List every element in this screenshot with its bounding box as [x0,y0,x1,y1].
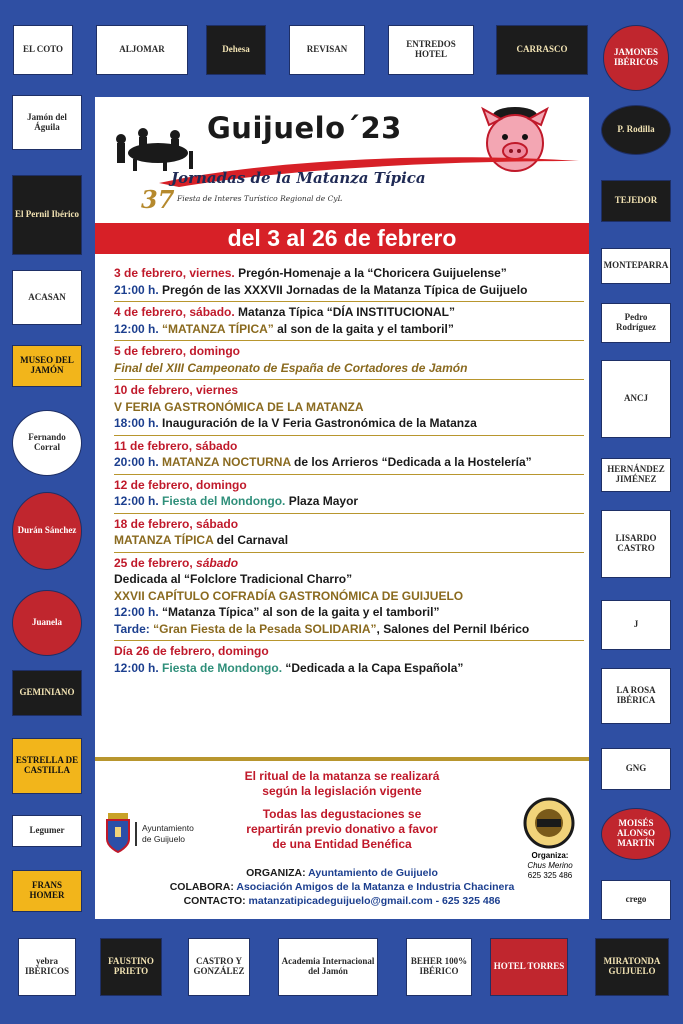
sponsor-logo: GNG [601,748,671,790]
notice-line: Todas las degustaciones se [262,807,422,821]
cofradia-seal-icon [523,797,575,849]
notice-donation [205,807,479,852]
agenda-line [114,454,584,471]
ayuntamiento-line: de Guijuelo [142,834,186,844]
footer-divider [95,757,589,761]
organiza-label: Organiza: [531,851,569,860]
agenda-segment: XXVII CAPÍTULO COFRADÍA GASTRONÓMICA DE GUIJUELO [114,588,464,603]
agenda-segment: Plaza Mayor [288,494,359,508]
sponsor-logo: Fernando Corral [12,410,82,476]
agenda-segment: sábado [196,555,239,570]
colabora-label: COLABORA: [169,881,237,893]
agenda-day [114,382,584,436]
sponsor-logo: Legumer [12,815,82,847]
sponsor-logo: ACASAN [12,270,82,325]
sponsor-logo: ANCJ [601,360,671,438]
sponsor-logo: REVISAN [289,25,365,75]
sponsor-logo: FAUSTINO PRIETO [100,938,162,996]
agenda-segment: 11 de febrero, sábado [114,438,238,453]
agenda-segment: Inauguración de la V Feria Gastronómica de la Matanza [162,416,477,430]
agenda-segment: Fiesta del Mondongo. [162,494,289,508]
agenda-line [114,643,584,660]
organiza-line [95,867,589,879]
agenda-segment: Pregón-Homenaje a la “Choricera Guijuelense” [238,266,507,280]
agenda-segment: 20:00 h. [114,455,163,469]
agenda-segment: Tarde: [114,621,154,636]
agenda-segment: 18:00 h. [114,416,163,430]
agenda-segment: “MATANZA TÍPICA” [162,321,274,336]
sponsor-logo: P. Rodilla [601,105,671,155]
agenda-segment: 21:00 h. [114,282,163,297]
agenda-day [114,304,584,341]
agenda-day [114,477,584,514]
sponsor-logo: MIRATONDA GUIJUELO [595,938,669,996]
agenda-line [114,555,584,572]
agenda-line [114,415,584,432]
agenda-segment: Pregón de las XXXVII Jornadas de la Matanza Típica de Guijuelo [162,282,528,297]
agenda-segment: Fiesta de Mondongo. [162,660,286,675]
colabora-line [95,881,589,893]
poster-subtitle: Jornadas de la Matanza Típica [171,169,426,187]
agenda-segment: Final del XIII Campeonato de España de Cortadores de Jamón [114,360,468,375]
agenda-list [114,265,584,681]
poster-subtitle-secondary: Fiesta de Interes Turístico Regional de CyL [177,194,343,203]
agenda-segment: Matanza Típica “DÍA INSTITUCIONAL” [238,305,455,319]
sponsor-logo: ALJOMAR [96,25,188,75]
agenda-line [114,532,584,549]
agenda-segment: 12 de febrero, domingo [114,477,247,492]
sponsor-logo: MONTEPARRA [601,248,671,284]
agenda-segment: V FERIA GASTRONÓMICA DE LA MATANZA [114,399,364,414]
sponsor-logo: TEJEDOR [601,180,671,222]
notice-legislation [205,769,479,799]
sponsor-logo: yebra IBÉRICOS [18,938,76,996]
sponsor-logo: LISARDO CASTRO [601,510,671,578]
agenda-segment: 25 de febrero, [114,555,197,570]
agenda-day [114,516,584,553]
sponsor-logo: HERNÁNDEZ JIMÉNEZ [601,458,671,492]
agenda-line [114,399,584,416]
agenda-segment: MATANZA TÍPICA [114,533,214,547]
agenda-segment: “Gran Fiesta de la Pesada SOLIDARIA” [153,621,377,636]
agenda-line [114,477,584,494]
agenda-line [114,588,584,605]
poster-panel [95,97,589,919]
sponsor-logo: HOTEL TORRES [490,938,568,996]
agenda-line [114,360,584,377]
sponsor-logo: LA ROSA IBÉRICA [601,668,671,724]
sponsor-logo: Durán Sánchez [12,492,82,570]
sponsor-logo: J [601,600,671,650]
agenda-line [114,660,584,677]
agenda-segment: “Dedicada a la Capa Española” [285,660,464,675]
agenda-line [114,304,584,321]
agenda-segment: 12:00 h. [114,494,163,508]
agenda-day [114,343,584,380]
ayuntamiento-logo-text [142,823,194,845]
organiza-line-value: Ayuntamiento de Guijuelo [308,867,438,879]
sponsor-logo: El Pernil Ibérico [12,175,82,255]
organiza-line-label: ORGANIZA: [246,867,309,879]
sponsor-logo: CARRASCO [496,25,588,75]
agenda-line [114,321,584,338]
contacto-line [95,895,589,907]
agenda-segment: MATANZA NOCTURNA [162,455,291,469]
agenda-line [114,343,584,360]
sponsor-logo: ESTRELLA DE CASTILLA [12,738,82,794]
agenda-day [114,643,584,679]
notice-line: repartirán previo donativo a favor [246,822,438,836]
contacto-value: matanzatipicadeguijuelo@gmail.com - 625 325 486 [248,895,501,907]
agenda-line [114,516,584,533]
agenda-segment: al son de la gaita y el tamboril” [273,321,454,336]
agenda-segment: del Carnaval [213,533,289,547]
organiza-phone: 625 325 486 [527,871,573,880]
sponsor-logo: Juanela [12,590,82,656]
sponsor-logo: CASTRO Y GONZÁLEZ [188,938,250,996]
sponsor-logo: Pedro Rodríguez [601,303,671,343]
date-band: del 3 al 26 de febrero [95,223,589,254]
agenda-segment: Dedicada al “Folclore Tradicional Charro” [114,572,353,586]
agenda-line [114,493,584,510]
poster-title: Guijuelo´23 [207,111,402,145]
sponsor-logo: Jamón del Águila [12,95,82,150]
ayuntamiento-line: Ayuntamiento [142,823,194,833]
sponsor-logo: FRANS HOMER [12,870,82,912]
sponsor-logo: GEMINIANO [12,670,82,716]
agenda-day [114,265,584,302]
ayuntamiento-divider [135,822,137,846]
agenda-day [114,438,584,475]
contacto-label: CONTACTO: [183,895,249,907]
agenda-segment: Día 26 de febrero, domingo [114,644,269,658]
agenda-segment: 3 de febrero, viernes. [114,266,239,280]
agenda-segment: de los Arrieros “Dedicada a la Hostelería” [290,455,532,469]
agenda-segment: 18 de febrero, sábado [114,516,239,531]
agenda-segment: 10 de febrero, viernes [114,383,239,397]
sponsor-logo: BEHER 100% IBÉRICO [406,938,472,996]
agenda-line [114,282,584,299]
notice-line: El ritual de la matanza se realizará [244,769,440,783]
notice-line: según la legislación vigente [262,784,422,798]
agenda-segment: , Salones del Pernil Ibérico [376,621,530,636]
sponsor-logo: MUSEO DEL JAMÓN [12,345,82,387]
agenda-line [114,604,584,621]
agenda-segment: 5 de febrero, domingo [114,344,241,358]
agenda-line [114,621,584,638]
sponsor-logo: MOISÉS ALONSO MARTÍN [601,808,671,860]
sponsor-logo: crego [601,880,671,920]
notice-line: de una Entidad Benéfica [272,837,412,851]
colabora-value: Asociación Amigos de la Matanza e Industria Chacinera [236,881,515,893]
agenda-line [114,382,584,399]
guijuelo-coat-of-arms-icon [105,813,131,853]
sponsor-logo: ENTREDOS HOTEL [388,25,474,75]
agenda-segment: 12:00 h. [114,605,163,619]
organiza-name: Chus Merino [527,861,573,870]
sponsor-logo: Academia Internacional del Jamón [278,938,378,996]
poster-header [95,97,589,223]
agenda-segment: “Matanza Típica” al son de la gaita y el tamboril” [162,605,440,619]
agenda-segment: 12:00 h. [114,660,163,675]
agenda-line [114,571,584,588]
edition-number: 37 [141,185,175,214]
agenda-line [114,265,584,282]
agenda-segment: 4 de febrero, sábado. [114,305,239,319]
agenda-day [114,555,584,642]
sponsor-logo: Dehesa [206,25,266,75]
sponsor-logo: JAMONES IBÉRICOS [603,25,669,91]
agenda-line [114,438,584,455]
agenda-segment: 12:00 h. [114,321,163,336]
sponsor-logo: EL COTO [13,25,73,75]
